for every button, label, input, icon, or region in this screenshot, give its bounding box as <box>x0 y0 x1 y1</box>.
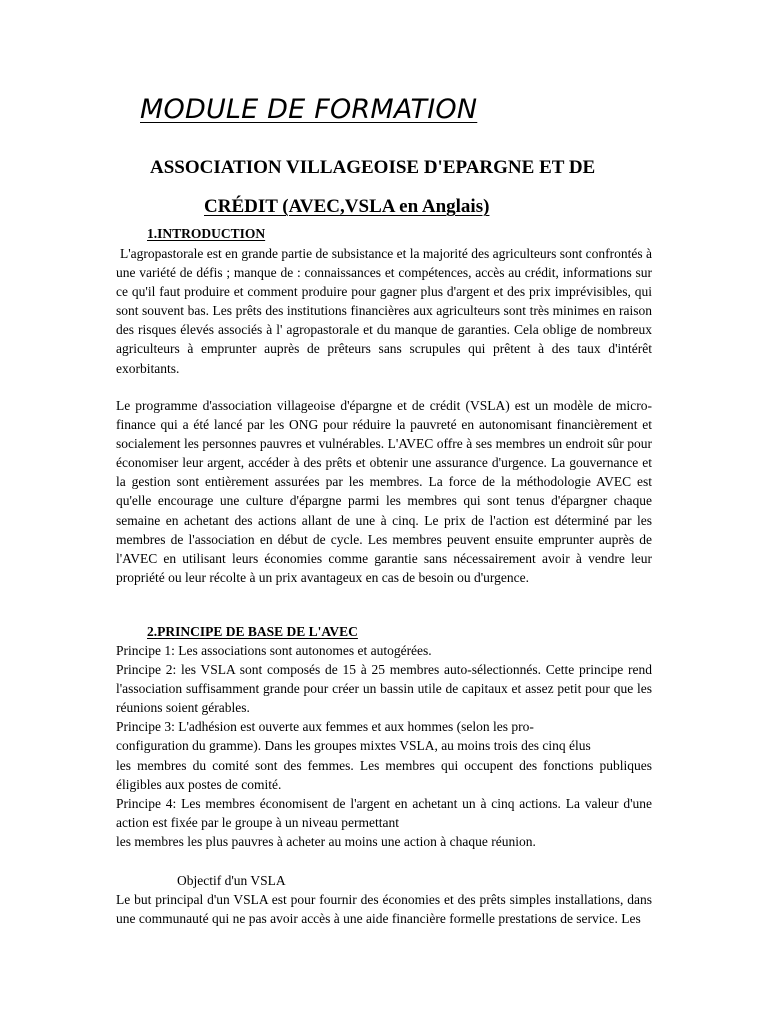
objective-paragraph: Le but principal d'un VSLA est pour fournir des économies et des prêts simples installations, dans une communauté qui ne pas avoir accès à une aide financière formelle prestations de service. Les <box>116 892 652 927</box>
introduction-heading: 1.INTRODUCTION <box>147 226 266 241</box>
objective-title: Objectif d'un VSLA <box>177 873 286 888</box>
principle-3-line-1: Principe 3: L'adhésion est ouverte aux femmes et aux hommes (selon les pro- <box>116 719 534 735</box>
document-title-line-2: CRÉDIT (AVEC,VSLA en Anglais) <box>204 196 490 217</box>
principle-3-line-3: les membres du comité sont des femmes. Les membres qui occupent des fonctions publiques éligibles aux postes de comité. <box>116 757 652 792</box>
principle-1: Principe 1: Les associations sont autonomes et autogérées. <box>116 643 432 658</box>
principle-2: Principe 2: les VSLA sont composés de 15 à 25 membres auto-sélectionnés. Cette principe rend l'association suffisamment grande pour créer un bassin utile de capitaux et assez petit pour que les réunions soient gérables. <box>116 662 652 716</box>
introduction-section <box>116 244 652 378</box>
principles-section <box>116 641 652 851</box>
principle-3-line-2: configuration du gramme). Dans les groupes mixtes VSLA, au moins trois des cinq élus <box>116 738 591 754</box>
principle-4-line-2: les membres les plus pauvres à acheter au moins une action à chaque réunion. <box>116 833 536 849</box>
document-title-line-1: ASSOCIATION VILLAGEOISE D'EPARGNE ET DE <box>150 157 596 178</box>
principles-heading: 2.PRINCIPE DE BASE DE L'AVEC <box>147 624 358 639</box>
vsla-description-paragraph: Le programme d'association villageoise d'épargne et de crédit (VSLA) est un modèle de micro-finance qui a été lancé par les ONG pour réduire la pauvreté en autonomisant financièrement et socialement les personnes pauvres et vulnérables. L'AVEC offre à ses membres un endroit sûr pour économiser leur argent, accéder à des prêts et obtenir une assurance d'urgence. La gouvernance et la gestion sont entièrement assurées par les membres. La force de la méthodologie AVEC est qu'elle encourage une culture d'épargne parmi les membres qui sont tenus d'épargner chaque semaine en achetant des actions allant de une à cinq. Le prix de l'action est déterminé par les membres de l'association en début de cycle. Les membres peuvent ensuite emprunter auprès de l'AVEC en utilisant leurs économies comme garantie sans nécessairement avoir à vendre leur propriété ou leur récolte à un prix avantageux en cas de besoin ou d'urgence. <box>116 398 652 585</box>
principle-4-line-1: Principe 4: Les membres économisent de l'argent en achetant un à cinq actions. La valeur d'une action est fixée par le groupe à un niveau permettant <box>116 795 652 830</box>
module-title: MODULE DE FORMATION <box>140 94 478 125</box>
objective-section <box>116 871 652 928</box>
vsla-description-section <box>116 396 652 587</box>
introduction-paragraph: L'agropastorale est en grande partie de subsistance et la majorité des agriculteurs sont confrontés à une variété de défis ; manque de : connaissances et compétences, accès au crédit, informations sur ce qu'il faut produire et comment produire pour gagner plus d'argent et des prix imprévisibles, qui sont souvent bas. Les prêts des institutions financières aux agriculteurs sont très minimes en raison des risques élevés associés à l' agropastorale et du manque de garanties. Cela oblige de nombreux agriculteurs à emprunter auprès de prêteurs sans scrupules qui prêtent à des taux d'intérêt exorbitants. <box>116 246 652 376</box>
